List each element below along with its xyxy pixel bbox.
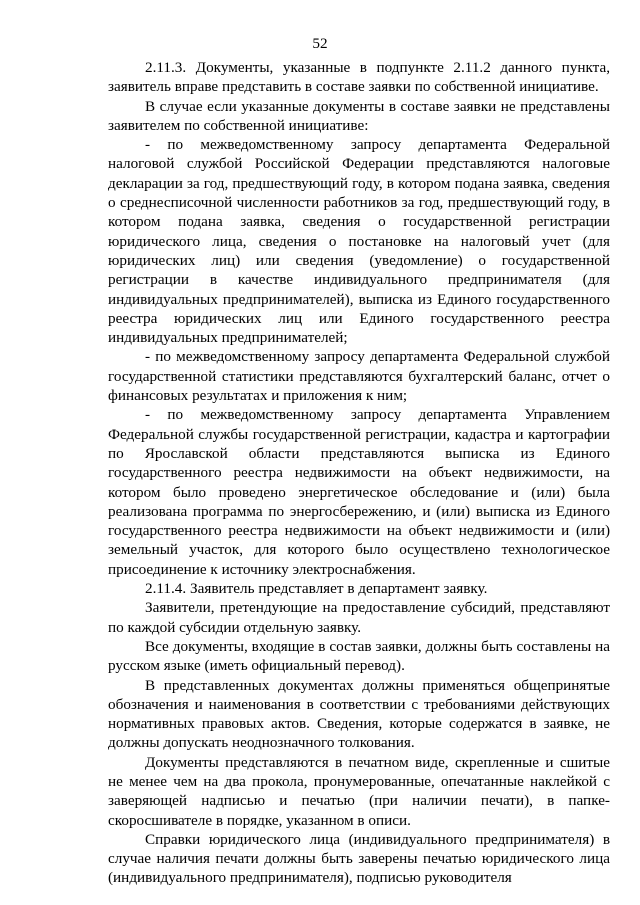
paragraph-notation-requirements: В представленных документах должны применяться общепринятые обозначения и наименования в соответствии с требованиями действующих нормативных правовых актов. Сведения, которые содержатся в заявке, не должны допускать неоднозначного толкования. [108,676,610,752]
paragraph-rosreestr-request: - по межведомственному запросу департамента Управлением Федеральной службы государственной регистрации, кадастра и картографии по Ярославской области представляются выписка из Единого государственного реестра недвижимости на объект недвижимости, на котором было проведено энергетическое обследование и (или) была реализована программа по энергосбережению, и (или) выписка из Единого государственного реестра недвижимости на объект недвижимости и (или) земельный участок, для которого было осуществлено технологическое присоединение к источнику электроснабжения. [108,406,610,578]
paragraph-initiative-case: В случае если указанные документы в составе заявки не представлены заявителем по собственной инициативе: [108,97,610,134]
paragraph-seal-certification: Справки юридического лица (индивидуального предпринимателя) в случае наличия печати должны быть заверены печатью юридического лица (индивидуального предпринимателя), подписью руководителя [108,830,610,887]
paragraph-print-format: Документы представляются в печатном виде, скрепленные и сшитые не менее чем на два прокола, пронумерованные, опечатанные наклейкой с заверяющей надписью и печатью (при наличии печати), в папке-скоросшивателе в порядке, указанном в описи. [108,753,610,829]
paragraph-2-11-4: 2.11.4. Заявитель представляет в департамент заявку. [145,580,488,598]
document-body [108,58,610,888]
paragraph-2-11-3: 2.11.3. Документы, указанные в подпункте 2.11.2 данного пункта, заявитель вправе представить в составе заявки по собственной инициативе. [108,59,610,96]
paragraph-russian-language: Все документы, входящие в состав заявки, должны быть составлены на русском языке (иметь официальный перевод). [108,637,610,675]
paragraph-tax-service-request: - по межведомственному запросу департамента Федеральной налоговой службой Российской Федерации представляются налоговые декларации за год, предшествующий году, в котором подана заявка, сведения о среднесписочной численности работников за год, предшествующий году, в котором подана заявка, сведения о государственной регистрации юридического лица, сведения о постановке на налоговый учет (для юридических лиц) или сведения (уведомление) о государственной регистрации в качестве индивидуального предпринимателя (для индивидуальных предпринимателей), выписка из Единого государственного реестра юридических лиц или Единого государственного реестра индивидуальных предпринимателей; [108,136,610,347]
page-number: 52 [312,35,328,52]
paragraph-separate-application: Заявители, претендующие на предоставление субсидий, представляют по каждой субсидии отдельную заявку. [108,599,610,636]
paragraph-statistics-request: - по межведомственному запросу департамента Федеральной службой государственной статистики представляются бухгалтерский баланс, отчет о финансовых результатах и приложения к ним; [108,348,610,405]
